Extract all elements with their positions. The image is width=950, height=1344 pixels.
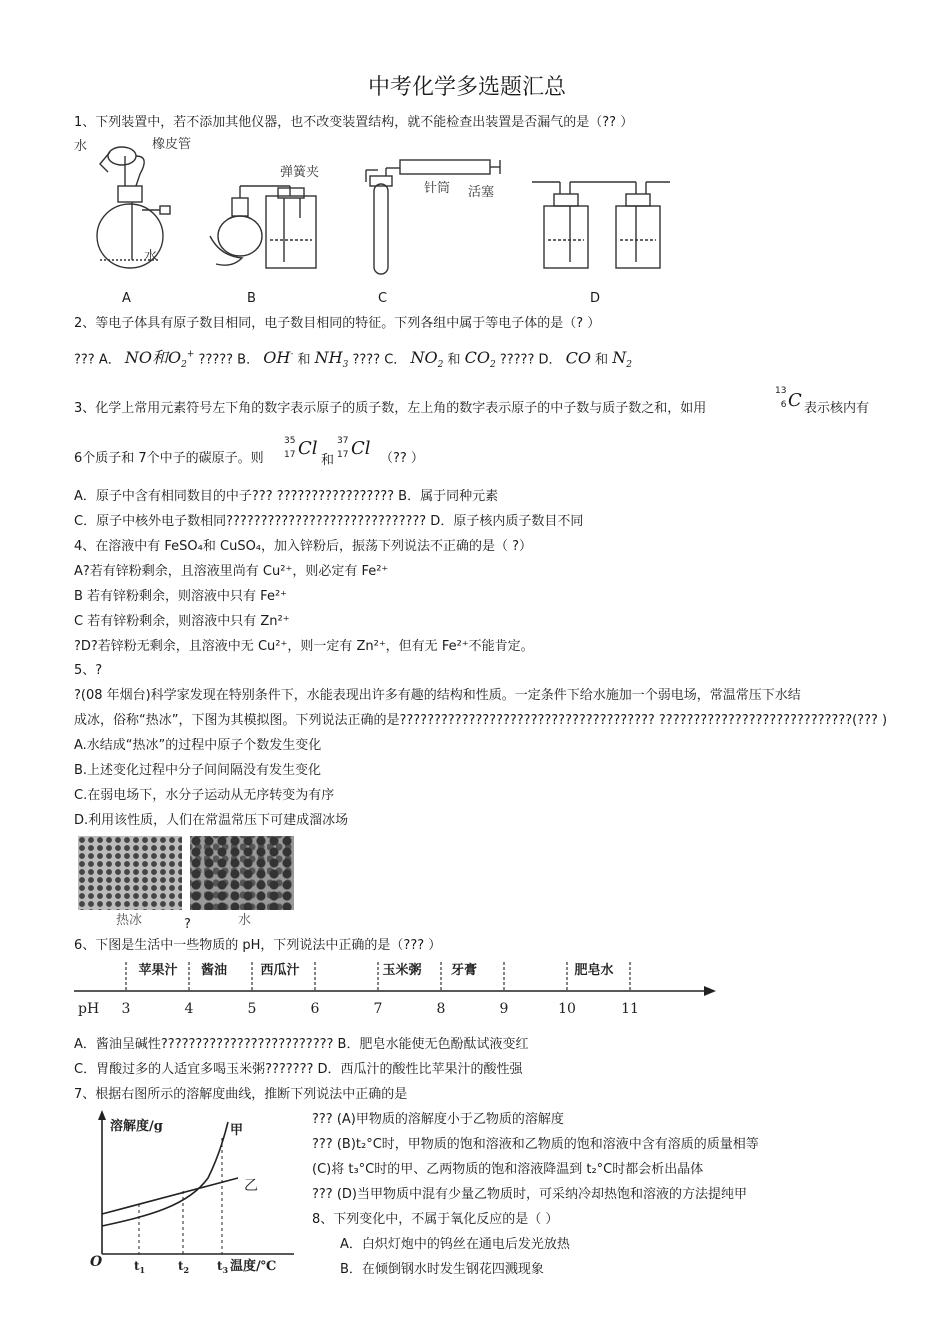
label-rubber-tube: 橡皮管 bbox=[152, 137, 192, 152]
formula-d1: CO bbox=[565, 348, 591, 368]
ph-tick-label: 6 bbox=[310, 1001, 320, 1017]
isotope-c-numbers: 13 6 bbox=[775, 386, 787, 410]
ph-item-label: 酱油 bbox=[200, 963, 228, 978]
apparatus-a bbox=[97, 147, 170, 268]
apparatus-figure bbox=[70, 136, 710, 286]
solubility-y-label: 溶解度/g bbox=[110, 1119, 163, 1134]
question-7-option-b: ??? (B)t₂°C时，甲物质的饱和溶液和乙物质的饱和溶液中含有溶质的质量相等 bbox=[312, 1137, 759, 1152]
hot-ice-image bbox=[78, 836, 182, 910]
question-6-option-row-1: A．酱油呈碱性????????????????????????? B．肥皂水能使无色酚酞试液变红 bbox=[74, 1037, 529, 1052]
ph-tick-label: 7 bbox=[373, 1001, 383, 1017]
question-6-option-row-2: C．胃酸过多的人适宜多喝玉米粥??????? D．西瓜汁的酸性比苹果汁的酸性强 bbox=[74, 1062, 523, 1077]
option-label-d: D bbox=[590, 291, 601, 306]
apparatus-c bbox=[366, 160, 500, 274]
isotope-cl-37-symbol: Cl bbox=[351, 438, 371, 459]
question-3-end: （?? ） bbox=[380, 451, 424, 466]
formula-b1: OH- bbox=[263, 348, 294, 368]
label-spring-clip: 弹簧夹 bbox=[280, 165, 320, 180]
question-5-option-d: D.利用该性质，人们在常温常压下可建成溜冰场 bbox=[74, 813, 349, 828]
question-8-text: 8、下列变化中，不属于氧化反应的是（ ） bbox=[312, 1212, 559, 1227]
isotope-cl-37-numbers: 37 17 bbox=[337, 436, 349, 460]
question-4-option-a: A?若有锌粉剩余，且溶液里尚有 Cu²⁺，则必定有 Fe²⁺ bbox=[74, 564, 389, 579]
t2-label: $t_2$ bbox=[178, 1259, 190, 1275]
question-3-and: 和 bbox=[321, 453, 335, 468]
question-4-text: 4、在溶液中有 FeSO₄和 CuSO₄，加入锌粉后，振荡下列说法不正确的是（ ?） bbox=[74, 539, 533, 554]
isotope-cl-35-symbol: Cl bbox=[298, 438, 318, 459]
question-5-line-1: ?(08 年烟台)科学家发现在特别条件下，水能表现出许多有趣的结构和性质。一定条件下给水施加一个弱电场，常温常压下水结 bbox=[74, 688, 801, 703]
question-6-text: 6、下图是生活中一些物质的 pH，下列说法中正确的是（??? ） bbox=[74, 938, 442, 953]
ph-tick-label: 10 bbox=[558, 1001, 576, 1017]
question-3-option-row-1: A．原子中含有相同数目的中子??? ????????????????? B．属于同种元素 bbox=[74, 489, 499, 504]
curve-yi-label: 乙 bbox=[244, 1178, 258, 1194]
question-8-option-a: A．白炽灯炮中的钨丝在通电后发光放热 bbox=[340, 1237, 570, 1252]
question-4-option-b: B 若有锌粉剩余，则溶液中只有 Fe²⁺ bbox=[74, 589, 288, 604]
question-2-text: 2、等电子体具有原子数目相同，电子数目相同的特征。下列各组中属于等电子体的是（? ） bbox=[74, 316, 601, 331]
ph-tick-label: 4 bbox=[184, 1001, 194, 1017]
apparatus-b bbox=[210, 186, 316, 268]
question-2-options: ??? A． NO和$O_2^+$ ????? B． OH- 和 $NH_3$ ???? C． $NO_2$ 和 $CO_2$ ????? D． CO 和 $N_2$ bbox=[74, 348, 633, 371]
question-1-text: 1、下列装置中，若不添加其他仪器，也不改变装置结构，就不能检查出装置是否漏气的是（?? ） bbox=[74, 115, 634, 130]
label-syringe: 针筒 bbox=[424, 181, 451, 196]
ph-item-label: 苹果汁 bbox=[138, 963, 178, 978]
ph-axis-label: pH bbox=[78, 1001, 100, 1017]
question-5-option-b: B.上述变化过程中分子间间隔没有发生变化 bbox=[74, 763, 322, 778]
question-8-option-b: B．在倾倒钢水时发生钢花四溅现象 bbox=[340, 1262, 544, 1277]
ph-item-label: 玉米粥 bbox=[382, 963, 422, 978]
ph-item-label: 牙膏 bbox=[450, 963, 478, 978]
hot-ice-label: 热冰 bbox=[116, 913, 143, 928]
option-label-a: A bbox=[122, 291, 131, 306]
ph-tick-label: 5 bbox=[247, 1001, 257, 1017]
water-label: 水 bbox=[238, 913, 252, 928]
label-water-1: 水 bbox=[74, 139, 88, 154]
question-5-option-a: A.水结成“热冰”的过程中原子个数发生变化 bbox=[74, 738, 322, 753]
isotope-cl-35-numbers: 35 17 bbox=[284, 436, 296, 460]
ph-tick-label: 9 bbox=[499, 1001, 509, 1017]
question-4-option-c: C 若有锌粉剩余，则溶液中只有 Zn²⁺ bbox=[74, 614, 290, 629]
temperature-x-label: 温度/℃ bbox=[230, 1259, 277, 1274]
page-title: 中考化学多选题汇总 bbox=[368, 75, 567, 100]
question-3-line-1: 3、化学上常用元素符号左下角的数字表示原子的质子数，左上角的数字表示原子的中子数与质子数之和，如用 bbox=[74, 401, 707, 416]
question-5-line-2: 成冰，俗称“热冰”，下图为其模拟图。下列说法正确的是????????????????????????????????????? ????????????????????????????(??? ) bbox=[74, 713, 888, 728]
formula-c1: $NO_2$ bbox=[410, 348, 444, 371]
question-7-text: 7、根据右图所示的溶解度曲线，推断下列说法中正确的是 bbox=[74, 1087, 408, 1102]
question-3-line-1-end: 表示核内有 bbox=[804, 401, 870, 416]
formula-a: NO和$O_2^+$ bbox=[124, 348, 195, 371]
isotope-c-symbol: C bbox=[788, 390, 802, 411]
curve-jia bbox=[102, 1122, 228, 1226]
ph-tick-label: 11 bbox=[621, 1001, 639, 1017]
ph-item-label: 肥皂水 bbox=[574, 963, 614, 978]
formula-d2: $N_2$ bbox=[612, 348, 633, 371]
question-7-option-d: ??? (D)当甲物质中混有少量乙物质时，可采纳冷却热饱和溶液的方法提纯甲 bbox=[312, 1187, 747, 1202]
water-image bbox=[190, 836, 294, 910]
curve-yi bbox=[102, 1178, 238, 1214]
t1-label: $t_1$ bbox=[134, 1259, 146, 1275]
ph-scale-figure bbox=[74, 956, 724, 1024]
label-water-2: 水 bbox=[144, 249, 158, 264]
apparatus-d bbox=[532, 182, 670, 268]
curve-jia-label: 甲 bbox=[230, 1123, 244, 1138]
question-5-option-c: C.在弱电场下，水分子运动从无序转变为有序 bbox=[74, 788, 335, 803]
question-3-option-row-2: C．原子中核外电子数相同????????????????????????????? D．原子核内质子数目不同 bbox=[74, 514, 584, 529]
option-label-c: C bbox=[378, 291, 388, 306]
origin-label: O bbox=[90, 1254, 103, 1270]
ph-tick-label: 3 bbox=[121, 1001, 131, 1017]
ph-item-label: 西瓜汁 bbox=[260, 963, 300, 978]
question-7-option-a: ??? (A)甲物质的溶解度小于乙物质的溶解度 bbox=[312, 1112, 564, 1127]
option-label-b: B bbox=[247, 291, 256, 306]
label-piston: 活塞 bbox=[468, 185, 495, 200]
t3-label: $t_3$ bbox=[217, 1259, 229, 1275]
question-7-option-c: (C)将 t₃°C时的甲、乙两物质的饱和溶液降温到 t₂°C时都会析出晶体 bbox=[312, 1162, 704, 1177]
figure-mark: ? bbox=[184, 917, 191, 932]
question-4-option-d: ?D?若锌粉无剩余，且溶液中无 Cu²⁺，则一定有 Zn²⁺，但有无 Fe²⁺不能肯定。 bbox=[74, 639, 534, 654]
formula-c2: $CO_2$ bbox=[464, 348, 496, 371]
ph-tick-label: 8 bbox=[436, 1001, 446, 1017]
formula-b2: $NH_3$ bbox=[314, 348, 349, 371]
question-5-head: 5、? bbox=[74, 663, 103, 678]
solubility-curve-figure bbox=[88, 1108, 308, 1278]
question-3-line-2: 6个质子和 7个中子的碳原子。则 bbox=[74, 451, 264, 466]
